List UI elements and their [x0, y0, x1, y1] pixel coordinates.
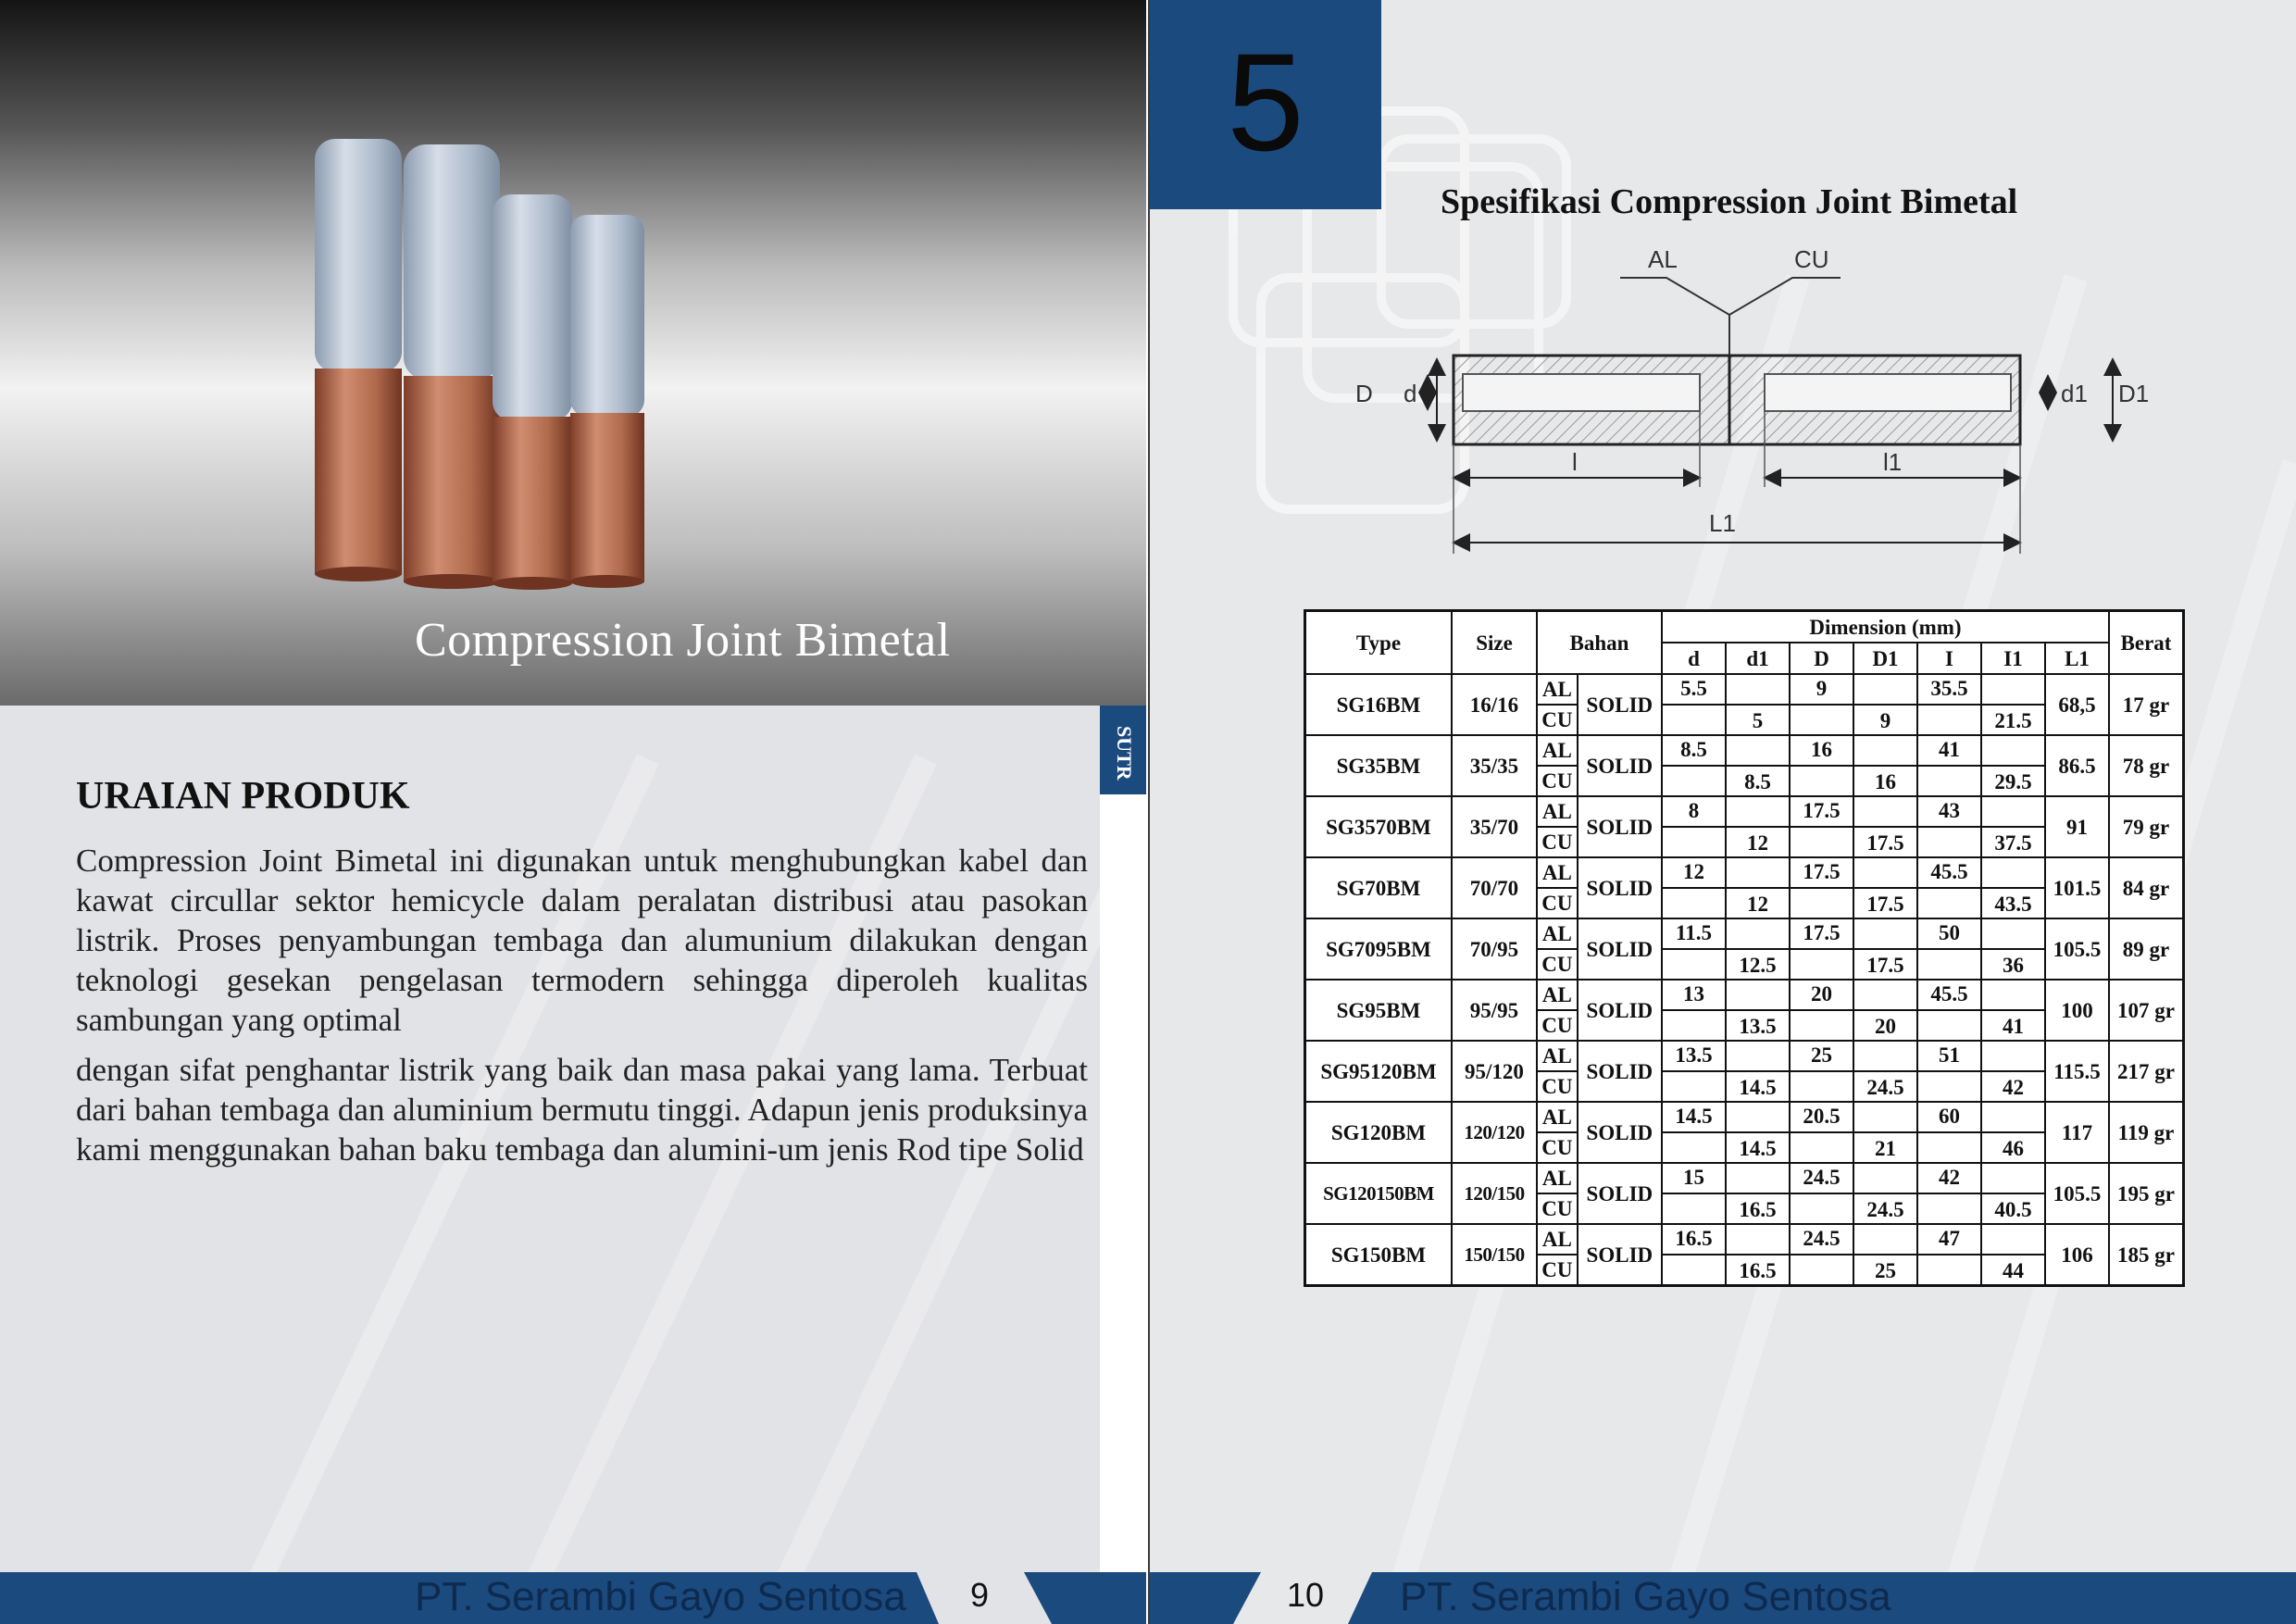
label-l: l: [1572, 448, 1578, 476]
cell-berat: 195 gr: [2109, 1163, 2184, 1224]
cell-al: AL: [1537, 735, 1578, 766]
cell-type: SG150BM: [1305, 1224, 1453, 1286]
cell-empty: [1790, 766, 1853, 796]
cell-d1: 17.5: [1853, 827, 1917, 857]
cell-empty: [1662, 1132, 1726, 1163]
cell-d1: 9: [1853, 705, 1917, 735]
cell-cu: CU: [1537, 1132, 1578, 1163]
cell-d1: 24.5: [1853, 1193, 1917, 1224]
section-title: URAIAN PRODUK: [76, 775, 410, 818]
label-cu: CU: [1794, 245, 1829, 273]
cell-al: AL: [1537, 918, 1578, 949]
cell-d1: 12: [1726, 888, 1790, 918]
cell-size: 95/95: [1452, 980, 1537, 1041]
cell-l1: 68,5: [2045, 674, 2109, 735]
cell-empty: [1981, 796, 2045, 827]
product-hero-panel: [0, 0, 1146, 706]
cell-i1: 46: [1981, 1132, 2045, 1163]
hero-title: Compression Joint Bimetal: [415, 614, 951, 667]
cell-size: 120/120: [1452, 1102, 1537, 1163]
cell-al: AL: [1537, 980, 1578, 1010]
cell-al: AL: [1537, 1041, 1578, 1071]
cell-al: AL: [1537, 674, 1578, 705]
cell-empty: [1917, 827, 1981, 857]
cell-d1: 14.5: [1726, 1071, 1790, 1102]
cell-al: AL: [1537, 1163, 1578, 1193]
cell-size: 120/150: [1452, 1163, 1537, 1224]
cell-empty: [1662, 1255, 1726, 1286]
cell-empty: [1662, 1071, 1726, 1102]
cell-d1: 20: [1853, 1010, 1917, 1041]
cell-d1: 16.5: [1726, 1193, 1790, 1224]
cell-d1: 17.5: [1853, 949, 1917, 980]
cell-d: 20: [1790, 980, 1853, 1010]
footer-company-right: PT. Serambi Gayo Sentosa: [1400, 1574, 1891, 1619]
cell-i: 43: [1917, 796, 1981, 827]
cell-empty: [1917, 949, 1981, 980]
cell-empty: [1981, 1224, 2045, 1255]
cell-empty: [1981, 1041, 2045, 1071]
label-D: D: [1355, 380, 1373, 407]
cell-type: SG95120BM: [1305, 1041, 1453, 1102]
cell-d: 24.5: [1790, 1163, 1853, 1193]
cell-size: 70/70: [1452, 857, 1537, 918]
cell-empty: [1853, 735, 1917, 766]
label-d1: d1: [2061, 380, 2088, 407]
cell-i1: 29.5: [1981, 766, 2045, 796]
header-bahan: Bahan: [1537, 611, 1662, 675]
cell-empty: [1726, 735, 1790, 766]
table-row: [1305, 674, 2184, 705]
label-L1: L1: [1709, 509, 1736, 537]
cell-berat: 84 gr: [2109, 857, 2184, 918]
table-row: [1305, 796, 2184, 827]
label-al: AL: [1648, 245, 1678, 273]
cell-l1: 117: [2045, 1102, 2109, 1163]
label-d: d: [1404, 380, 1417, 407]
table-row: [1305, 980, 2184, 1010]
cell-d1: 17.5: [1853, 888, 1917, 918]
cell-berat: 89 gr: [2109, 918, 2184, 980]
cell-cu: CU: [1537, 1255, 1578, 1286]
cell-i: 45.5: [1917, 857, 1981, 888]
cell-empty: [1981, 674, 2045, 705]
cell-empty: [1790, 827, 1853, 857]
cell-cu: CU: [1537, 766, 1578, 796]
cell-d1: 25: [1853, 1255, 1917, 1286]
chapter-number: 5: [1227, 24, 1304, 180]
cell-empty: [1662, 827, 1726, 857]
cell-empty: [1853, 1163, 1917, 1193]
cell-berat: 107 gr: [2109, 980, 2184, 1041]
cell-size: 150/150: [1452, 1224, 1537, 1286]
cell-i: 35.5: [1917, 674, 1981, 705]
cell-cu: CU: [1537, 1071, 1578, 1102]
spec-title: Spesifikasi Compression Joint Bimetal: [1441, 182, 2018, 221]
cell-i: 51: [1917, 1041, 1981, 1071]
cell-i: 60: [1917, 1102, 1981, 1132]
cell-cu: CU: [1537, 888, 1578, 918]
cell-empty: [1726, 918, 1790, 949]
spec-table: [1304, 609, 2185, 1287]
cell-bahan: SOLID: [1578, 735, 1662, 796]
cell-l1: 86.5: [2045, 735, 2109, 796]
cell-empty: [1726, 980, 1790, 1010]
cell-d: 13: [1662, 980, 1726, 1010]
cell-empty: [1917, 1071, 1981, 1102]
cell-al: AL: [1537, 857, 1578, 888]
cell-d: 5.5: [1662, 674, 1726, 705]
cell-d: 14.5: [1662, 1102, 1726, 1132]
cell-i: 41: [1917, 735, 1981, 766]
label-D1: D1: [2118, 380, 2150, 407]
cell-empty: [1662, 705, 1726, 735]
cell-empty: [1981, 735, 2045, 766]
label-l1: l1: [1883, 448, 1903, 476]
joint-cylinder-3: [493, 194, 572, 590]
cell-empty: [1853, 674, 1917, 705]
cell-al: AL: [1537, 1102, 1578, 1132]
table-row: [1305, 1224, 2184, 1255]
cell-d: 12: [1662, 857, 1726, 888]
header-d: d: [1662, 643, 1726, 674]
cell-type: SG7095BM: [1305, 918, 1453, 980]
cell-l1: 105.5: [2045, 1163, 2109, 1224]
cell-l1: 115.5: [2045, 1041, 2109, 1102]
cell-empty: [1981, 857, 2045, 888]
cell-d1: 5: [1726, 705, 1790, 735]
cell-empty: [1662, 1193, 1726, 1224]
cell-d: 9: [1790, 674, 1853, 705]
header-dimension: Dimension (mm): [1662, 611, 2109, 643]
cell-empty: [1917, 1010, 1981, 1041]
cell-cu: CU: [1537, 1010, 1578, 1041]
page-number-left: 9: [969, 1576, 990, 1614]
header-type: Type: [1305, 611, 1453, 675]
cell-d: 25: [1790, 1041, 1853, 1071]
cell-cu: CU: [1537, 705, 1578, 735]
cell-i1: 36: [1981, 949, 2045, 980]
header-L1: L1: [2045, 643, 2109, 674]
description-paragraph-2: dengan sifat penghantar listrik yang baik dan masa pakai yang lama. Terbuat dari bahan tembaga dan aluminium bermutu tinggi. Adapun jenis produksinya kami menggunakan bahan baku tembaga dan alumini-um jenis Rod tipe Solid: [76, 1052, 1088, 1168]
cell-d1: 8.5: [1726, 766, 1790, 796]
cell-cu: CU: [1537, 827, 1578, 857]
joint-dimension-diagram: [1352, 239, 2166, 565]
cell-d: 24.5: [1790, 1224, 1853, 1255]
cell-empty: [1726, 1102, 1790, 1132]
cell-berat: 17 gr: [2109, 674, 2184, 735]
cell-d: 17.5: [1790, 796, 1853, 827]
cell-empty: [1853, 980, 1917, 1010]
cell-i: 42: [1917, 1163, 1981, 1193]
cell-bahan: SOLID: [1578, 1102, 1662, 1163]
cell-l1: 91: [2045, 796, 2109, 857]
cell-type: SG120BM: [1305, 1102, 1453, 1163]
cell-d1: 24.5: [1853, 1071, 1917, 1102]
cell-empty: [1917, 1255, 1981, 1286]
cell-d1: 12.5: [1726, 949, 1790, 980]
cell-empty: [1981, 980, 2045, 1010]
cell-empty: [1981, 918, 2045, 949]
cell-type: SG70BM: [1305, 857, 1453, 918]
cell-type: SG35BM: [1305, 735, 1453, 796]
header-size: Size: [1452, 611, 1537, 675]
cell-empty: [1726, 857, 1790, 888]
cell-l1: 105.5: [2045, 918, 2109, 980]
cell-berat: 217 gr: [2109, 1041, 2184, 1102]
cell-i1: 41: [1981, 1010, 2045, 1041]
product-photo: [0, 0, 1146, 706]
cell-l1: 101.5: [2045, 857, 2109, 918]
header-D1: D1: [1853, 643, 1917, 674]
cell-d: 17.5: [1790, 857, 1853, 888]
cell-empty: [1790, 1255, 1853, 1286]
cell-d1: 16.5: [1726, 1255, 1790, 1286]
joint-cylinder-2: [404, 144, 500, 589]
cell-d1: 14.5: [1726, 1132, 1790, 1163]
cell-empty: [1917, 766, 1981, 796]
cell-empty: [1790, 1010, 1853, 1041]
cell-empty: [1662, 766, 1726, 796]
cell-type: SG120150BM: [1305, 1163, 1453, 1224]
cell-i: 45.5: [1917, 980, 1981, 1010]
cell-size: 35/70: [1452, 796, 1537, 857]
cell-d: 15: [1662, 1163, 1726, 1193]
joint-cylinder-4: [570, 215, 644, 588]
cell-berat: 78 gr: [2109, 735, 2184, 796]
footer-company-left: PT. Serambi Gayo Sentosa: [415, 1574, 906, 1619]
cell-size: 70/95: [1452, 918, 1537, 980]
cell-al: AL: [1537, 796, 1578, 827]
header-d1: d1: [1726, 643, 1790, 674]
cell-i1: 37.5: [1981, 827, 2045, 857]
cell-empty: [1981, 1102, 2045, 1132]
cell-type: SG3570BM: [1305, 796, 1453, 857]
cell-cu: CU: [1537, 949, 1578, 980]
cell-empty: [1790, 888, 1853, 918]
cell-berat: 185 gr: [2109, 1224, 2184, 1286]
cell-bahan: SOLID: [1578, 918, 1662, 980]
cell-al: AL: [1537, 1224, 1578, 1255]
cell-d: 16: [1790, 735, 1853, 766]
cell-bahan: SOLID: [1578, 1163, 1662, 1224]
cell-empty: [1726, 1163, 1790, 1193]
cell-d: 13.5: [1662, 1041, 1726, 1071]
cell-bahan: SOLID: [1578, 857, 1662, 918]
spec-table-body: [1305, 674, 2184, 1286]
cell-size: 16/16: [1452, 674, 1537, 735]
page-number-right: 10: [1286, 1576, 1325, 1614]
cell-d1: 12: [1726, 827, 1790, 857]
cell-empty: [1917, 1193, 1981, 1224]
cell-empty: [1726, 674, 1790, 705]
table-row: [1305, 857, 2184, 888]
cell-empty: [1853, 1102, 1917, 1132]
table-row: [1305, 1102, 2184, 1132]
cell-empty: [1662, 1010, 1726, 1041]
cell-d: 17.5: [1790, 918, 1853, 949]
cell-d: 16.5: [1662, 1224, 1726, 1255]
cell-i1: 40.5: [1981, 1193, 2045, 1224]
table-row: [1305, 1041, 2184, 1071]
cell-empty: [1853, 1224, 1917, 1255]
cell-d: 8: [1662, 796, 1726, 827]
cell-empty: [1790, 705, 1853, 735]
cell-empty: [1790, 1132, 1853, 1163]
cell-berat: 79 gr: [2109, 796, 2184, 857]
cell-bahan: SOLID: [1578, 1224, 1662, 1286]
cell-type: SG16BM: [1305, 674, 1453, 735]
cell-i1: 43.5: [1981, 888, 2045, 918]
cell-empty: [1981, 1163, 2045, 1193]
cell-d: 11.5: [1662, 918, 1726, 949]
cell-i: 47: [1917, 1224, 1981, 1255]
cell-empty: [1790, 1193, 1853, 1224]
cell-empty: [1917, 888, 1981, 918]
cell-d1: 16: [1853, 766, 1917, 796]
cell-empty: [1790, 1071, 1853, 1102]
cell-size: 35/35: [1452, 735, 1537, 796]
cell-bahan: SOLID: [1578, 980, 1662, 1041]
joint-cylinder-1: [315, 139, 402, 581]
cell-i: 50: [1917, 918, 1981, 949]
description-paragraph-1: Compression Joint Bimetal ini digunakan untuk menghubungkan kabel dan kawat circullar sektor hemicycle dalam peralatan distribusi atau pasokan listrik. Proses penyambungan tembaga dan alumunium dilakukan dengan teknologi gesekan pengelasan termodern sehingga diperoleh kualitas sambungan yang optimal: [76, 843, 1088, 1038]
cell-i1: 44: [1981, 1255, 2045, 1286]
cell-bahan: SOLID: [1578, 674, 1662, 735]
cell-empty: [1853, 857, 1917, 888]
header-I1: I1: [1981, 643, 2045, 674]
cell-empty: [1726, 1041, 1790, 1071]
cell-bahan: SOLID: [1578, 1041, 1662, 1102]
cell-empty: [1662, 888, 1726, 918]
cell-l1: 100: [2045, 980, 2109, 1041]
header-D: D: [1790, 643, 1853, 674]
cell-empty: [1853, 918, 1917, 949]
side-tab-label: SUTR: [1113, 725, 1136, 781]
cell-d: 8.5: [1662, 735, 1726, 766]
header-berat: Berat: [2109, 611, 2184, 675]
cell-empty: [1917, 705, 1981, 735]
cell-cu: CU: [1537, 1193, 1578, 1224]
page-edge-strip: [1100, 794, 1146, 1572]
table-row: [1305, 1163, 2184, 1193]
cell-berat: 119 gr: [2109, 1102, 2184, 1163]
cell-empty: [1853, 796, 1917, 827]
cell-type: SG95BM: [1305, 980, 1453, 1041]
cell-d: 20.5: [1790, 1102, 1853, 1132]
cell-d1: 13.5: [1726, 1010, 1790, 1041]
cell-empty: [1917, 1132, 1981, 1163]
cell-empty: [1726, 1224, 1790, 1255]
cell-empty: [1853, 1041, 1917, 1071]
cell-bahan: SOLID: [1578, 796, 1662, 857]
cell-size: 95/120: [1452, 1041, 1537, 1102]
cell-empty: [1790, 949, 1853, 980]
table-row: [1305, 918, 2184, 949]
header-I: I: [1917, 643, 1981, 674]
cell-i1: 42: [1981, 1071, 2045, 1102]
cell-empty: [1726, 796, 1790, 827]
cell-d1: 21: [1853, 1132, 1917, 1163]
cell-empty: [1662, 949, 1726, 980]
table-row: [1305, 735, 2184, 766]
cell-l1: 106: [2045, 1224, 2109, 1286]
cell-i1: 21.5: [1981, 705, 2045, 735]
